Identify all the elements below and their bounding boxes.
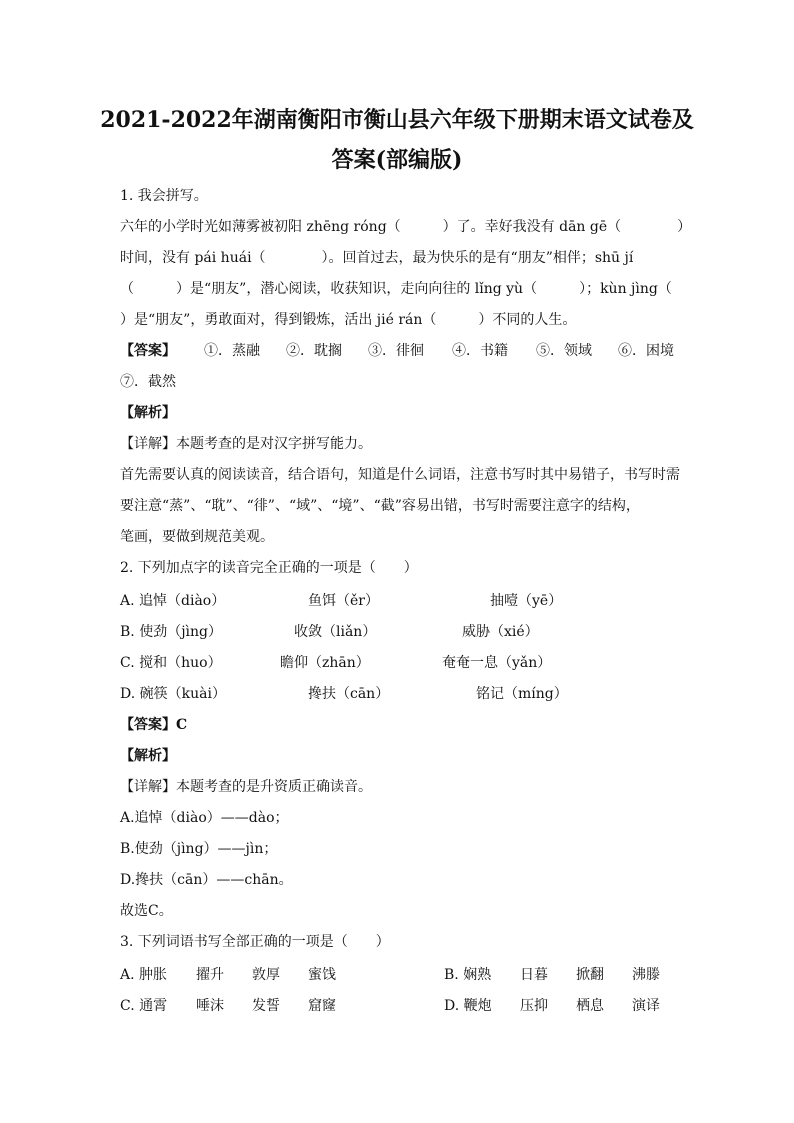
q2-option-a-word: 抽噎（yē） [490, 593, 563, 609]
q1-answer-item: ⑦．截然 [120, 374, 176, 390]
q2-detail: 【详解】本题考查的是升资质正确读音。 [120, 779, 372, 795]
q1-detail: 【详解】本题考查的是对汉字拼写能力。 [120, 436, 372, 452]
q3-option-b-word: 掀翻 [576, 967, 604, 983]
q1-answer-item: ⑥．困境 [618, 343, 674, 359]
q1-explain-line: 笔画，要做到规范美观。 [120, 529, 274, 545]
q2-note: B.使劲（jìng）——jìn； [120, 841, 278, 857]
q3-option-a-word: 擢升 [196, 967, 224, 983]
q2-conclusion: 故选C。 [120, 903, 173, 919]
q3-option-b-word: 日暮 [520, 967, 548, 983]
q2-option-b-word: 威胁（xié） [462, 624, 539, 640]
q3-option-d: D. 鞭炮 [444, 998, 492, 1014]
q1-answer-item: ②．耽搁 [286, 343, 342, 359]
q1-answer-label: 【答案】 [120, 343, 176, 359]
q2-note: A.追悼（diào）——dào； [120, 810, 289, 826]
q3-option-a: A. 肿胀 [120, 967, 168, 983]
q2-option-c-word: 奄奄一息（yǎn） [442, 655, 552, 671]
q1-explain-line: 首先需要认真的阅读读音，结合语句，知道是什么词语，注意书写时其中易错子，书写时需 [120, 467, 680, 483]
q3-option-c-word: 发誓 [252, 998, 280, 1014]
q3-option-c: C. 通霄 [120, 998, 168, 1014]
q2-answer: 【答案】C [120, 717, 188, 733]
q3-option-b: B. 娴熟 [444, 967, 492, 983]
q3-option-c-word: 唾沫 [196, 998, 224, 1014]
q1-answer-item: ③．徘徊 [368, 343, 424, 359]
q1-answer-item: ①．蒸融 [204, 343, 260, 359]
q3-option-d-word: 压抑 [520, 998, 548, 1014]
q2-option-d-word: 搀扶（cān） [308, 686, 390, 702]
q2-analysis-label: 【解析】 [120, 748, 176, 764]
q3-option-d-word: 演译 [632, 998, 660, 1014]
q1-text-line: 时间，没有 pái huái（ ）。回首过去，最为快乐的是有“朋友”相伴；shū jí [120, 250, 634, 266]
q1-answer-item: ④．书籍 [452, 343, 508, 359]
q1-heading: 1. 我会拼写。 [120, 188, 208, 204]
q3-option-d-word: 栖息 [576, 998, 604, 1014]
q1-text-line: （ ）是“朋友”，潜心阅读，收获知识，走向向往的 lǐng yù（ ）；kùn jìng（ [120, 281, 672, 297]
page-title-continued: 答案(部编版) [331, 147, 463, 173]
q1-text-line: 六年的小学时光如薄雾被初阳 zhēng róng（ ）了。幸好我没有 dān gē（ ） [120, 219, 692, 235]
q3-heading: 3. 下列词语书写全部正确的一项是（ ） [120, 934, 390, 950]
q3-option-b-word: 沸滕 [632, 967, 660, 983]
q2-option-d: D. 碗筷（kuài） [120, 686, 226, 702]
q2-option-d-word: 铭记（míng） [476, 686, 568, 702]
q3-option-c-word: 窟窿 [308, 998, 336, 1014]
q2-option-c: C. 搅和（huo） [120, 655, 222, 671]
q1-explain-line: 要注意“蒸”、“耽”、“徘”、“域”、“境”、“截”容易出错，书写时需要注意字的结构， [120, 498, 640, 514]
q3-option-a-word: 敦厚 [252, 967, 280, 983]
q2-option-b-word: 收敛（liǎn） [294, 624, 377, 640]
q1-analysis-label: 【解析】 [120, 405, 176, 421]
q2-heading: 2. 下列加点字的读音完全正确的一项是（ ） [120, 560, 418, 576]
q2-note: D.搀扶（cān）——chān。 [120, 872, 293, 888]
q2-option-a: A. 追悼（diào） [120, 593, 226, 609]
q1-answer-item: ⑤．领域 [536, 343, 592, 359]
q2-option-c-word: 瞻仰（zhān） [280, 655, 370, 671]
page-title: 2021-2022年湖南衡阳市衡山县六年级下册期末语文试卷及 [100, 107, 694, 133]
q2-option-b: B. 使劲（jìng） [120, 624, 222, 640]
q1-text-line: ）是“朋友”，勇敢面对，得到锻炼，活出 jié rán（ ）不同的人生。 [120, 312, 577, 328]
q3-option-a-word: 蜜饯 [308, 967, 336, 983]
q2-option-a-word: 鱼饵（ěr） [308, 593, 379, 609]
